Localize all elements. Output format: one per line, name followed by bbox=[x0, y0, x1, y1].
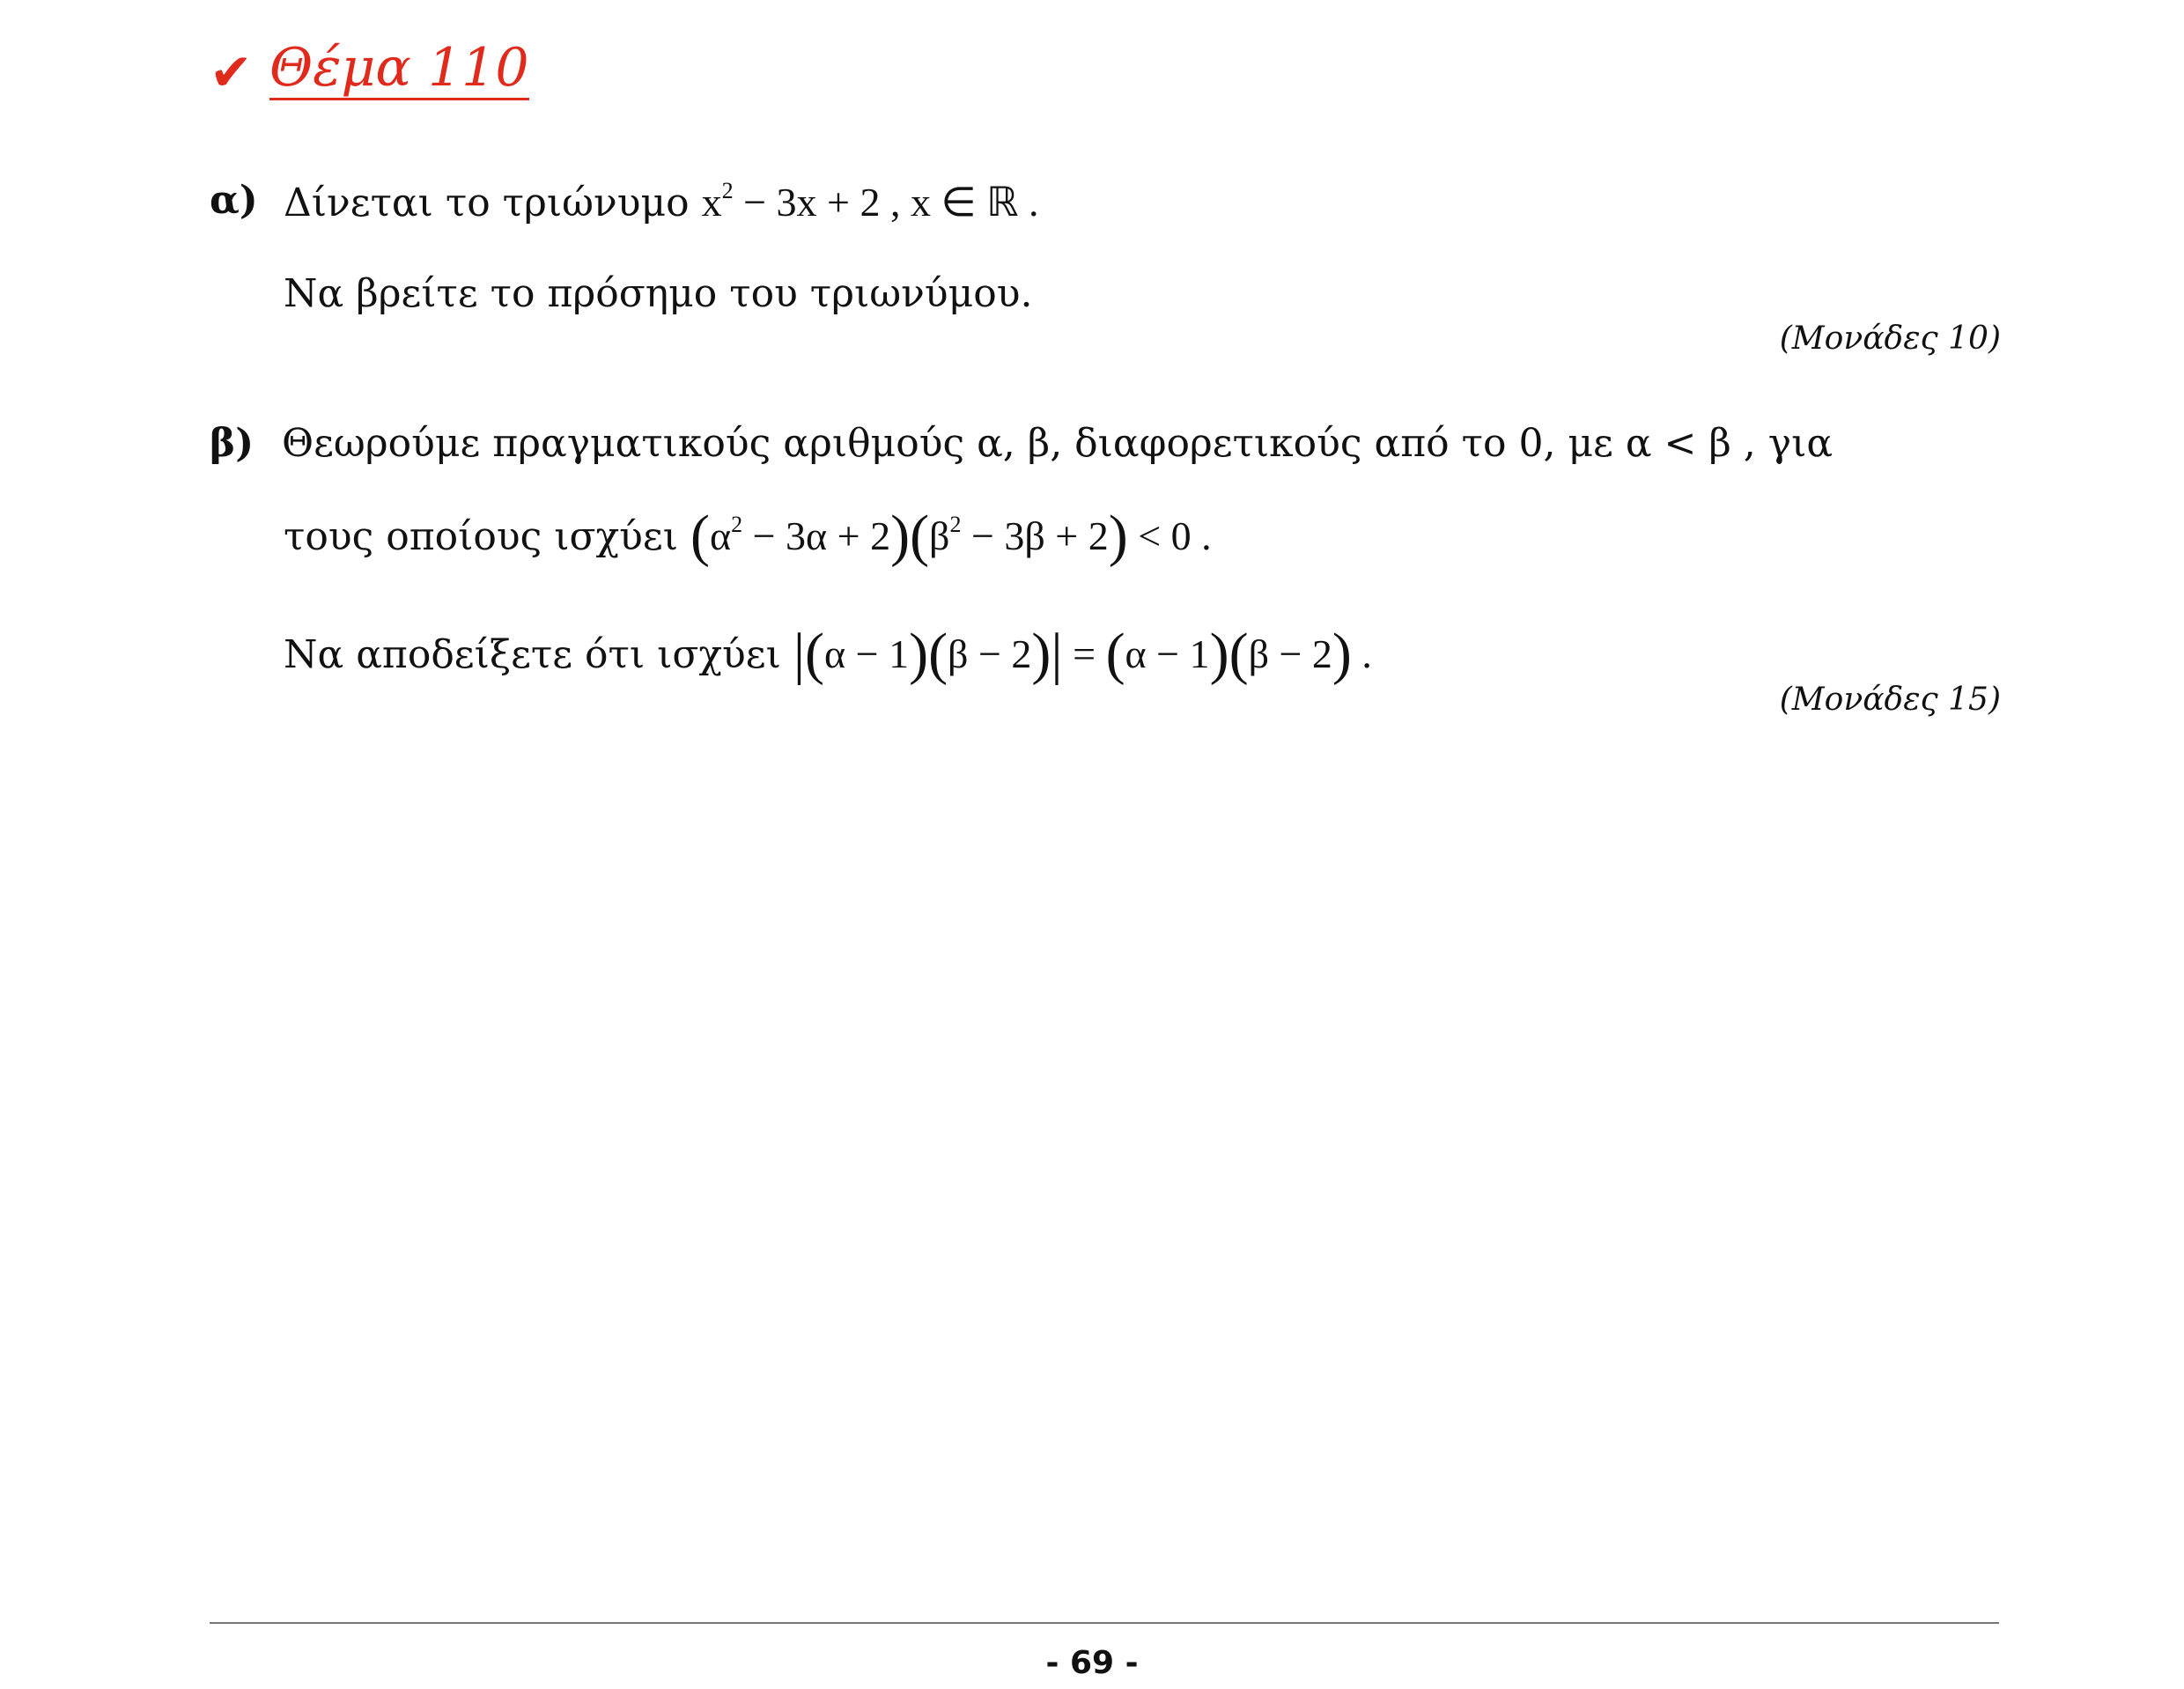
part-b-marks: (Μονάδες 15) bbox=[1779, 682, 2001, 718]
factor-4: β − 2 bbox=[1248, 631, 1332, 676]
right-paren: ) bbox=[909, 622, 929, 686]
equals-sign: = bbox=[1073, 631, 1096, 676]
inequality-tail: < 0 . bbox=[1138, 513, 1212, 558]
absolute-value-equation bbox=[793, 622, 1372, 686]
beta-base: β bbox=[929, 513, 950, 558]
part-b-line1: Θεωρούμε πραγματικούς αριθμούς α, β, διαφορετικούς από το 0, με α < β , για bbox=[282, 421, 1834, 466]
topic-title: Θέμα 110 bbox=[269, 37, 529, 99]
alpha-base: α bbox=[709, 513, 732, 558]
page-number: - 69 - bbox=[1045, 1645, 1139, 1681]
left-paren: ( bbox=[690, 504, 710, 568]
abs-bar-left: | bbox=[793, 622, 806, 686]
left-paren: ( bbox=[805, 622, 825, 686]
part-a-line1-text: Δίνεται το τριώνυμο bbox=[284, 181, 690, 225]
factor-1: α − 1 bbox=[824, 631, 910, 676]
right-paren: ) bbox=[890, 504, 911, 568]
right-paren: ) bbox=[1031, 622, 1051, 686]
part-a-label: α) bbox=[210, 178, 258, 223]
trinomial-base: x bbox=[701, 180, 722, 225]
right-paren: ) bbox=[1108, 504, 1128, 568]
abs-bar-right: | bbox=[1051, 622, 1063, 686]
trinomial-expression bbox=[702, 180, 1039, 225]
left-paren: ( bbox=[1105, 622, 1125, 686]
inequality-expression bbox=[690, 504, 1212, 568]
beta-exponent: 2 bbox=[949, 512, 962, 537]
left-paren: ( bbox=[1228, 622, 1249, 686]
equation-tail: . bbox=[1361, 631, 1372, 676]
part-b-line3 bbox=[284, 622, 1372, 686]
trinomial-exponent: 2 bbox=[721, 178, 734, 203]
part-b-label: β) bbox=[210, 421, 255, 466]
trinomial-rest: − 3x + 2 , x ∈ ℝ . bbox=[743, 180, 1039, 225]
part-b-line2 bbox=[284, 504, 1212, 568]
left-paren: ( bbox=[928, 622, 948, 686]
part-b-line3-text: Να αποδείξετε ότι ισχύει bbox=[284, 632, 781, 677]
right-paren: ) bbox=[1209, 622, 1229, 686]
part-a-line2: Να βρείτε το πρόσημο του τριωνύμου. bbox=[284, 271, 1033, 316]
part-a-line1 bbox=[284, 178, 1039, 225]
alpha-exponent: 2 bbox=[731, 512, 743, 537]
part-a-marks: (Μονάδες 10) bbox=[1779, 321, 2001, 357]
right-paren: ) bbox=[1332, 622, 1352, 686]
beta-rest: − 3β + 2 bbox=[970, 513, 1109, 558]
part-b-line2-text: τους οποίους ισχύει bbox=[284, 514, 678, 559]
alpha-rest: − 3α + 2 bbox=[752, 513, 891, 558]
check-mark-icon: ✔ bbox=[210, 42, 253, 102]
left-paren: ( bbox=[910, 504, 930, 568]
factor-3: α − 1 bbox=[1125, 631, 1210, 676]
footer-divider bbox=[210, 1622, 1999, 1624]
factor-2: β − 2 bbox=[948, 631, 1032, 676]
